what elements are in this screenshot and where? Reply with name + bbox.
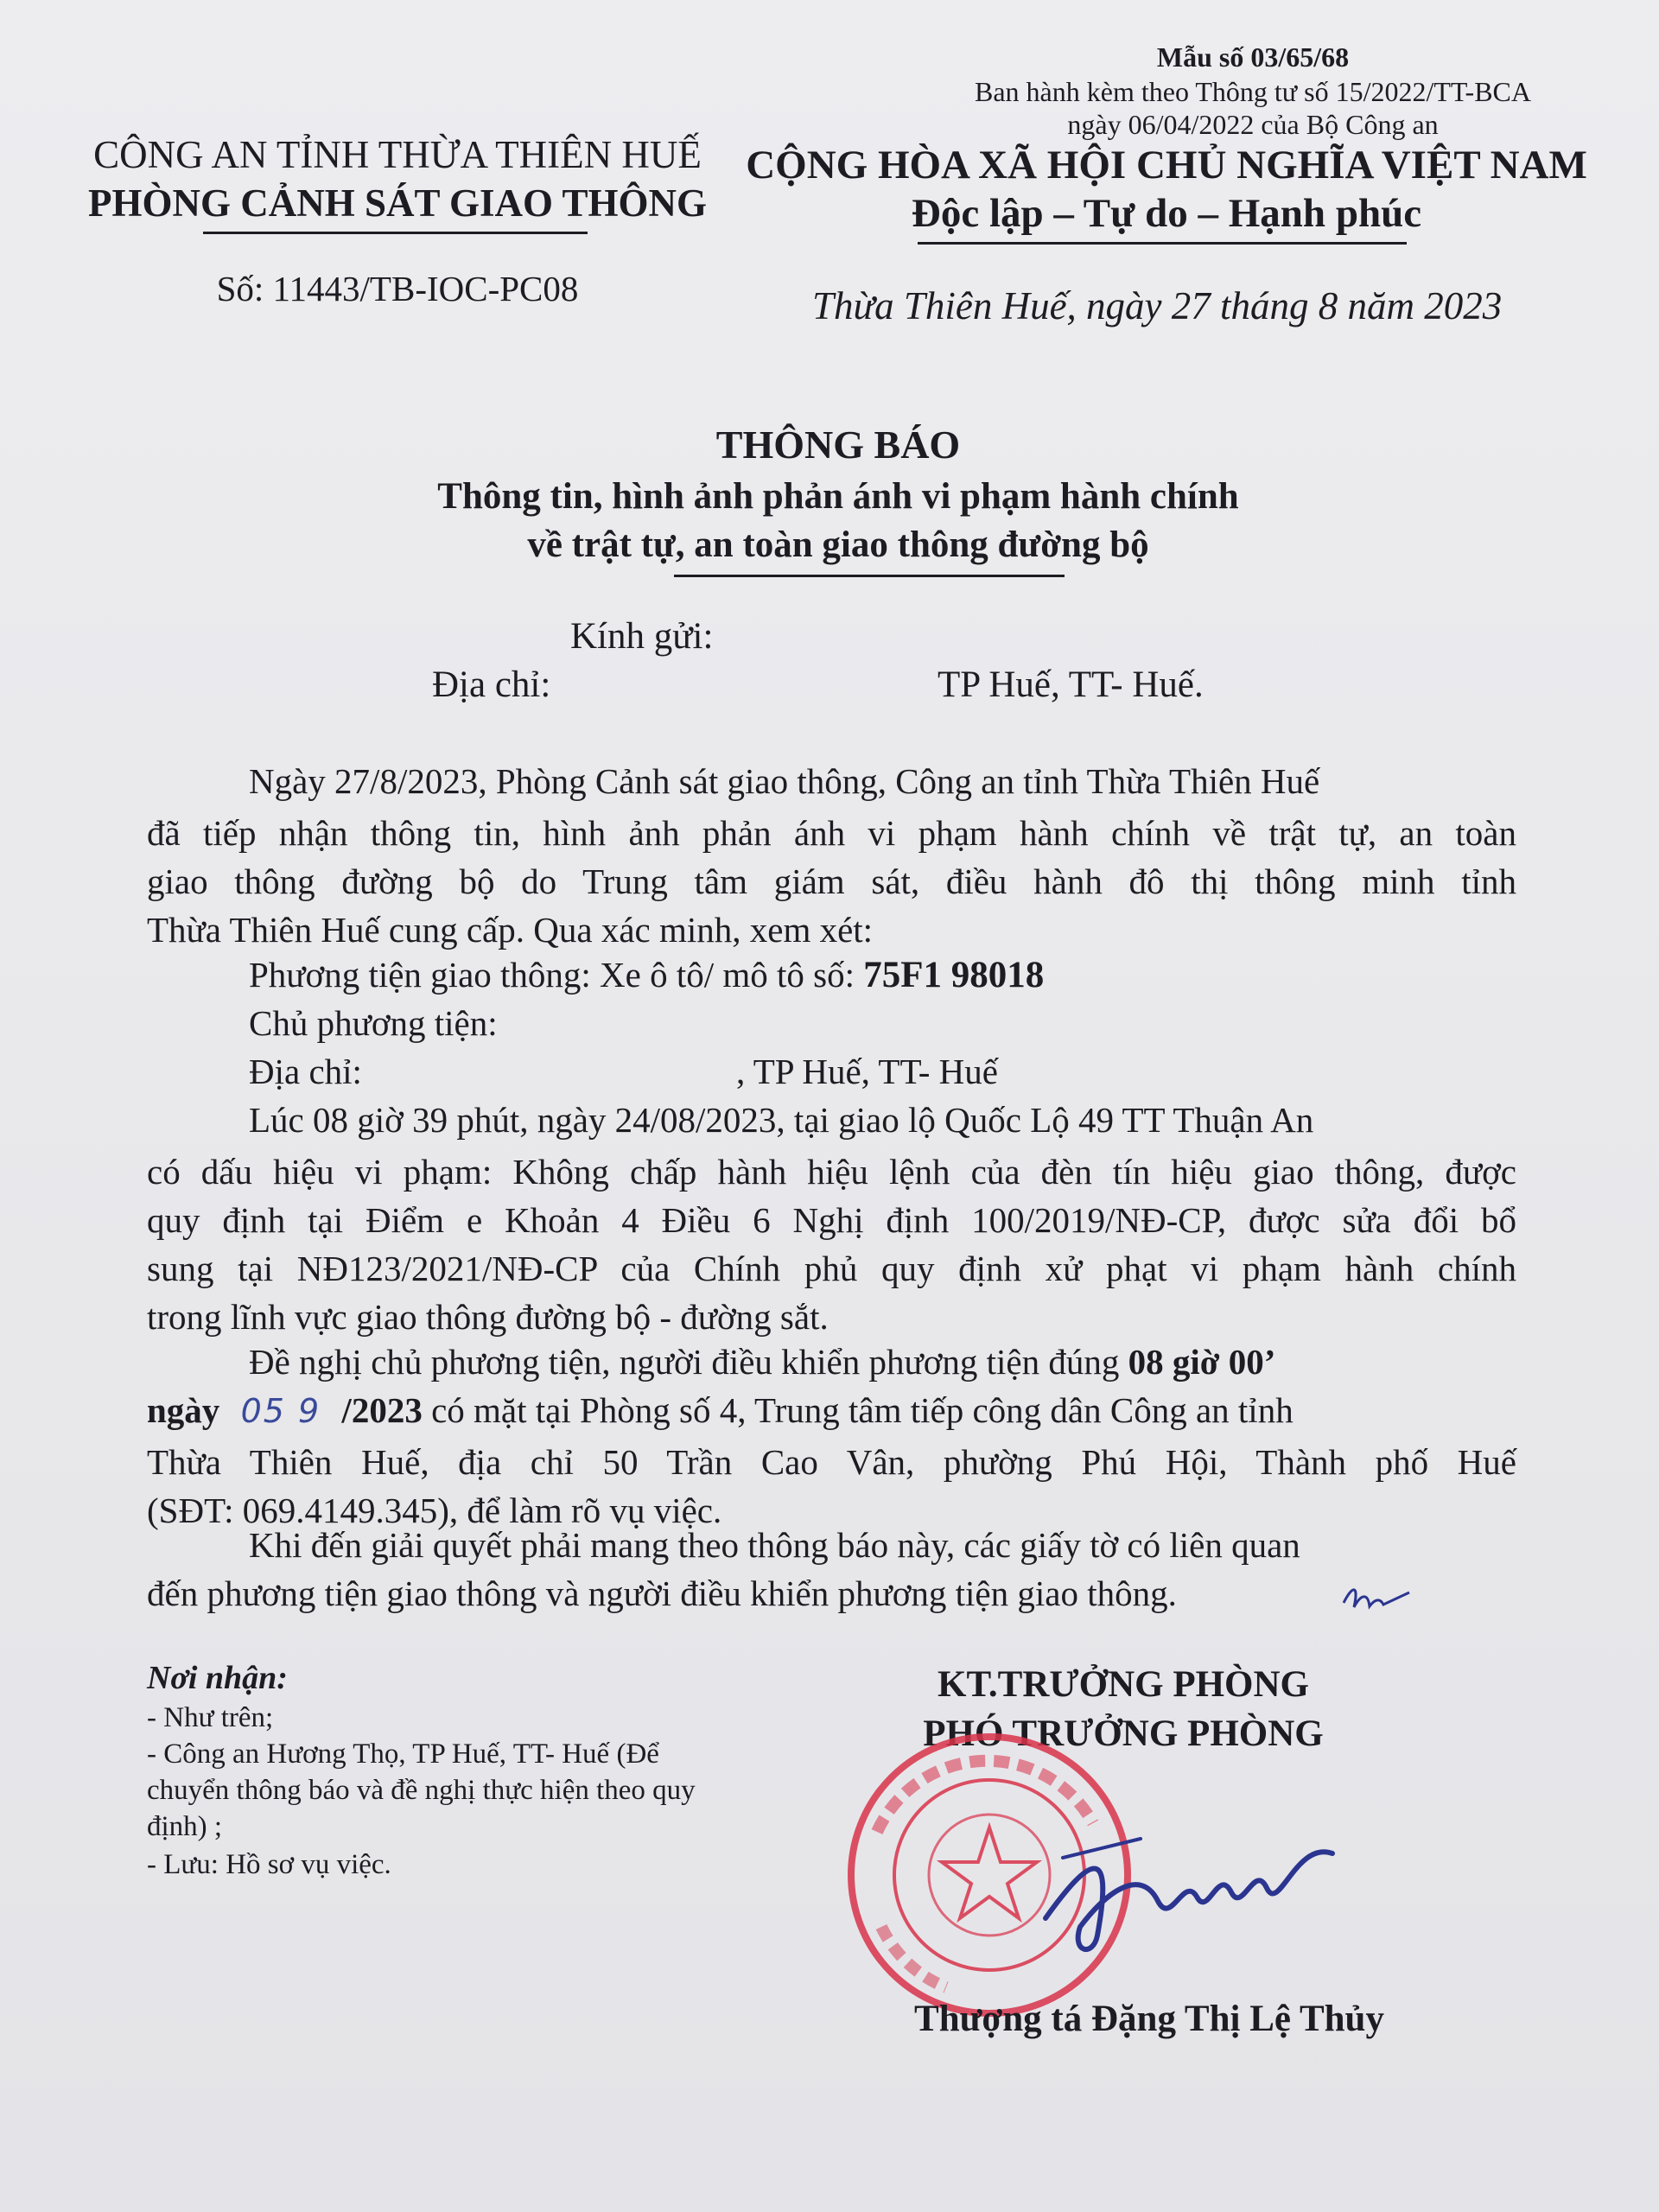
recipients-item-3: - Lưu: Hồ sơ vụ việc. [147,1849,391,1880]
address-label: Địa chỉ: [432,664,551,705]
owner-label: Chủ phương tiện: [249,1003,498,1043]
agency-underline [203,232,588,234]
p1-line2: đã tiếp nhận thông tin, hình ảnh phản ánh vi phạm hành chính về trật tự, an toàn [147,813,1516,853]
recipients-item-2-line1: - Công an Hương Thọ, TP Huế, TT- Huế (Để [147,1738,659,1770]
place-date: Thừa Thiên Huế, ngày 27 tháng 8 năm 2023 [812,284,1503,327]
vehicle-label: Phương tiện giao thông: Xe ô tô/ mô tô số: [249,955,864,995]
p2-line1: Lúc 08 giờ 39 phút, ngày 24/08/2023, tại giao lộ Quốc Lộ 49 TT Thuận An [249,1100,1314,1140]
signer-title-1: KT.TRƯỞNG PHÒNG [938,1664,1309,1705]
recipients-heading: Nơi nhận: [147,1660,288,1696]
p3-line1 [249,1341,1275,1382]
vehicle-plate: 75F1 98018 [863,955,1045,995]
p4-line2: đến phương tiện giao thông và người điều khiển phương tiện giao thông. [147,1573,1177,1613]
nation-motto: Độc lập – Tự do – Hạnh phúc [911,191,1422,236]
p3-text: Đề nghị chủ phương tiện, người điều khiển phương tiện đúng [249,1342,1128,1382]
address-value: TP Huế, TT- Huế. [938,664,1204,705]
p3-line3: Thừa Thiên Huế, địa chỉ 50 Trần Cao Vân, phường Phú Hội, Thành phố Huế [147,1442,1516,1482]
form-number: Mẫu số 03/65/68 [1156,41,1350,73]
p3-rest: có mặt tại Phòng số 4, Trung tâm tiếp công dân Công an tỉnh [422,1390,1294,1430]
p3-line4: (SĐT: 069.4149.345), để làm rõ vụ việc. [147,1491,722,1530]
form-issued-line1: Ban hành kèm theo Thông tư số 15/2022/TT-BCA [975,76,1531,107]
paragraph-1 [147,809,1516,954]
motto-underline [918,242,1407,245]
form-issued-line2: ngày 06/04/2022 của Bộ Công an [1067,109,1439,140]
p2-line5: trong lĩnh vực giao thông đường bộ - đường sắt. [147,1297,829,1337]
initial-mark [1335,1568,1413,1629]
p1-line3: giao thông đường bộ do Trung tâm giám sát, điều hành đô thị thông minh tỉnh [147,861,1516,901]
handwritten-date: 05 9 [240,1392,321,1430]
p2-line4: sung tại NĐ123/2021/NĐ-CP của Chính phủ quy định xử phạt vi phạm hành chính [147,1249,1516,1288]
agency-line2: PHÒNG CẢNH SÁT GIAO THÔNG [88,181,707,225]
nation-line1: CỘNG HÒA XÃ HỘI CHỦ NGHĨA VIỆT NAM [746,143,1587,188]
p3-date-label: ngày [147,1390,220,1430]
owner-line [249,1002,498,1044]
agency-line1: CÔNG AN TỈNH THỪA THIÊN HUẾ [93,133,702,176]
owner-address-label: Địa chỉ: [249,1052,362,1091]
notice-subtitle-2: về trật tự, an toàn giao thông đường bộ [527,524,1149,565]
recipients-item-2-line3: định) ; [147,1811,223,1842]
p1-line4: Thừa Thiên Huế cung cấp. Qua xác minh, xem xét: [147,910,874,950]
owner-address-value: , TP Huế, TT- Huế [736,1052,998,1091]
p4-line1: Khi đến giải quyết phải mang theo thông báo này, các giấy tờ có liên quan [249,1525,1300,1565]
recipients-item-1: - Như trên; [147,1702,274,1733]
title-underline [674,575,1065,577]
notice-subtitle-1: Thông tin, hình ảnh phản ánh vi phạm hành chính [437,476,1239,517]
signer-name: Thượng tá Đặng Thị Lệ Thủy [914,1999,1384,2039]
p3-time: 08 giờ 00’ [1128,1342,1276,1382]
recipient-label: Kính gửi: [570,616,714,657]
p1-line1: Ngày 27/8/2023, Phòng Cảnh sát giao thông, Công an tỉnh Thừa Thiên Huế [249,761,1320,801]
p2-line3: quy định tại Điểm e Khoản 4 Điều 6 Nghị định 100/2019/NĐ-CP, được sửa đổi bổ [147,1200,1516,1240]
p2-line2: có dấu hiệu vi phạm: Không chấp hành hiệu lệnh của đèn tín hiệu giao thông, được [147,1152,1516,1192]
handwritten-signature [1011,1806,1357,1961]
notice-title: THÔNG BÁO [715,423,961,467]
recipients-item-2-line2: chuyển thông báo và đề nghị thực hiện theo quy [147,1775,696,1806]
signer-title-2: PHÓ TRƯỞNG PHÒNG [923,1713,1324,1754]
paragraph-3 [147,1438,1516,1535]
vehicle-line [249,954,1044,996]
paragraph-2 [147,1147,1516,1341]
p3-line2 [147,1389,1294,1431]
p3-year: /2023 [341,1390,423,1430]
document-number: Số: 11443/TB-IOC-PC08 [216,269,579,308]
